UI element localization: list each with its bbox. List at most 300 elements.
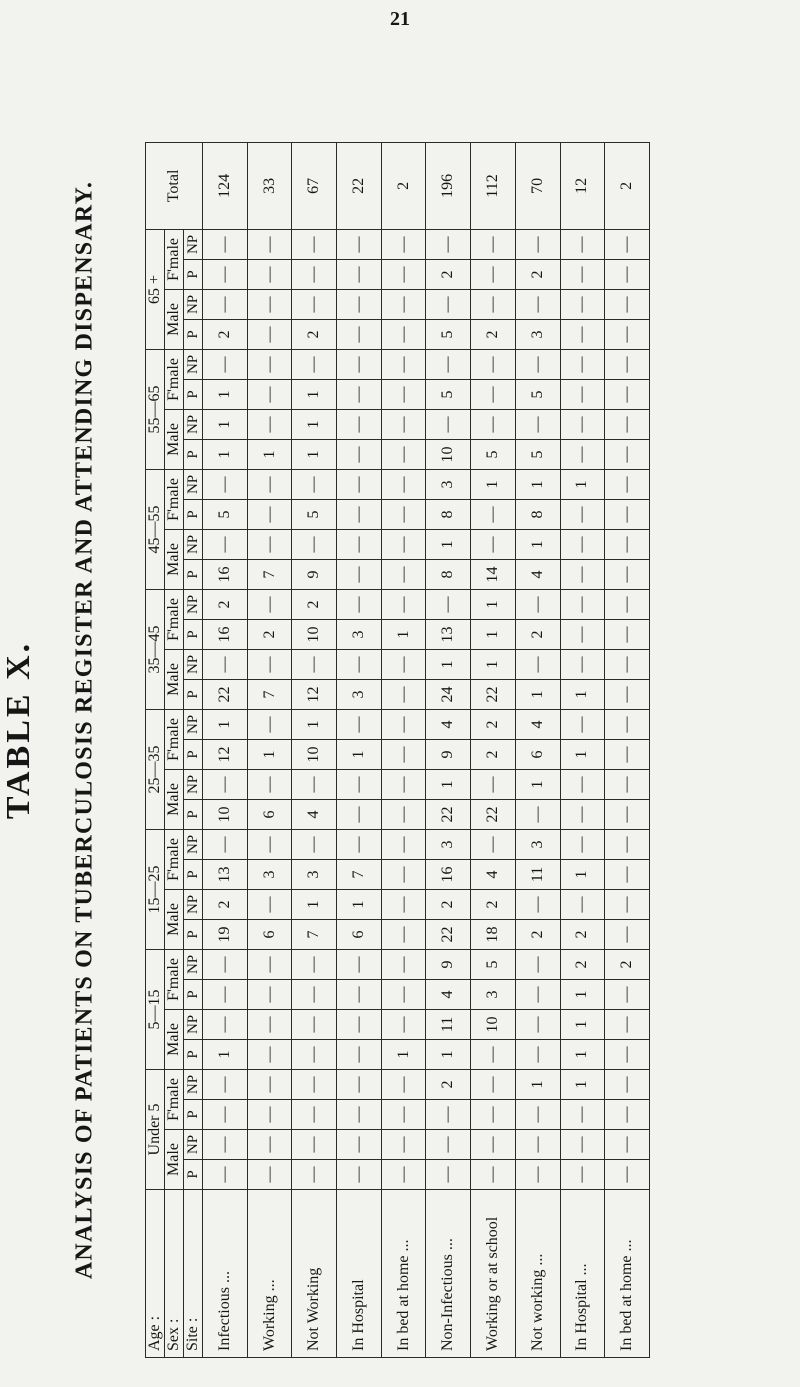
- age-group-header: Under 5: [146, 1069, 165, 1189]
- table-cell: —: [292, 1039, 337, 1069]
- table-cell: —: [337, 979, 382, 1009]
- table-cell: 1: [292, 439, 337, 469]
- table-cell: —: [381, 919, 426, 949]
- table-cell: 3: [292, 859, 337, 889]
- age-group-header: 25—35: [146, 709, 165, 829]
- table-cell: —: [203, 829, 248, 859]
- table-cell: 3: [426, 469, 471, 499]
- sex-header: F'male: [165, 949, 184, 1009]
- table-cell: —: [471, 229, 516, 259]
- table-cell: —: [515, 409, 560, 439]
- row-label: In bed at home ...: [381, 1190, 426, 1358]
- table-cell: —: [426, 289, 471, 319]
- sex-header: F'male: [165, 589, 184, 649]
- row-label: Working or at school: [471, 1190, 516, 1358]
- table-cell: —: [203, 949, 248, 979]
- table-cell: 1: [292, 409, 337, 439]
- table-cell: 1: [292, 379, 337, 409]
- table-cell: —: [605, 859, 650, 889]
- table-cell: —: [605, 499, 650, 529]
- table-cell: 3: [426, 829, 471, 859]
- table-cell: —: [247, 469, 292, 499]
- table-cell: —: [605, 439, 650, 469]
- table-cell: —: [247, 529, 292, 559]
- table-cell: 18: [471, 919, 516, 949]
- table-cell: —: [605, 259, 650, 289]
- table-cell: —: [605, 589, 650, 619]
- table-cell: —: [247, 229, 292, 259]
- table-cell: 2: [515, 919, 560, 949]
- table-cell: —: [247, 499, 292, 529]
- table-cell: —: [605, 1160, 650, 1190]
- table-cell: —: [426, 589, 471, 619]
- table-cell: —: [292, 469, 337, 499]
- table-cell: —: [471, 1130, 516, 1160]
- table-cell: 1: [247, 439, 292, 469]
- site-header: NP: [184, 1009, 203, 1039]
- table-cell: —: [515, 349, 560, 379]
- table-cell: 1: [560, 1009, 605, 1039]
- table-cell: 1: [203, 439, 248, 469]
- table-cell: —: [337, 529, 382, 559]
- table-cell: —: [560, 1160, 605, 1190]
- table-cell: 1: [381, 619, 426, 649]
- table-cell: —: [203, 1100, 248, 1130]
- table-cell: —: [381, 829, 426, 859]
- row-total: 22: [337, 142, 382, 229]
- row-label: In bed at home ...: [605, 1190, 650, 1358]
- table-cell: —: [337, 469, 382, 499]
- table-cell: 1: [203, 1039, 248, 1069]
- table-cell: —: [247, 979, 292, 1009]
- table-cell: 1: [426, 1039, 471, 1069]
- site-label: Site :: [184, 1190, 203, 1358]
- table-cell: —: [337, 1039, 382, 1069]
- table-cell: —: [605, 529, 650, 559]
- table-cell: 2: [605, 949, 650, 979]
- table-cell: —: [337, 409, 382, 439]
- table-cell: 3: [515, 319, 560, 349]
- table-cell: 2: [203, 589, 248, 619]
- row-label: Working ...: [247, 1190, 292, 1358]
- table-row: [471, 142, 516, 1357]
- table-cell: —: [337, 799, 382, 829]
- table-cell: 5: [292, 499, 337, 529]
- table-cell: —: [381, 679, 426, 709]
- table-cell: —: [515, 229, 560, 259]
- site-header: NP: [184, 229, 203, 259]
- table-cell: —: [381, 319, 426, 349]
- table-cell: —: [337, 559, 382, 589]
- sex-header: Male: [165, 889, 184, 949]
- table-cell: —: [560, 1100, 605, 1130]
- rotated-table-wrapper: [145, 143, 650, 1358]
- site-header: P: [184, 1100, 203, 1130]
- table-cell: 4: [426, 709, 471, 739]
- table-cell: 1: [560, 679, 605, 709]
- site-header: NP: [184, 1069, 203, 1099]
- table-cell: —: [426, 349, 471, 379]
- table-cell: —: [247, 1130, 292, 1160]
- table-row: [292, 142, 337, 1357]
- table-cell: 2: [203, 319, 248, 349]
- table-cell: 1: [203, 409, 248, 439]
- site-header: NP: [184, 469, 203, 499]
- site-header: NP: [184, 769, 203, 799]
- table-cell: —: [337, 259, 382, 289]
- row-label: Non-Infectious ...: [426, 1190, 471, 1358]
- table-cell: 5: [471, 439, 516, 469]
- table-cell: —: [471, 1100, 516, 1130]
- sex-header: Male: [165, 409, 184, 469]
- table-cell: 8: [426, 559, 471, 589]
- site-header: NP: [184, 709, 203, 739]
- table-cell: —: [605, 919, 650, 949]
- table-cell: 1: [337, 889, 382, 919]
- table-cell: 2: [292, 589, 337, 619]
- sex-header: Male: [165, 529, 184, 589]
- table-cell: 12: [203, 739, 248, 769]
- table-cell: 5: [426, 319, 471, 349]
- row-total: 12: [560, 142, 605, 229]
- table-cell: 16: [203, 619, 248, 649]
- table-cell: —: [292, 1009, 337, 1039]
- table-cell: —: [426, 1100, 471, 1130]
- table-cell: 24: [426, 679, 471, 709]
- table-cell: 1: [292, 889, 337, 919]
- table-cell: 4: [515, 709, 560, 739]
- table-cell: 14: [471, 559, 516, 589]
- table-cell: 1: [471, 649, 516, 679]
- table-cell: 7: [247, 559, 292, 589]
- row-label: In Hospital: [337, 1190, 382, 1358]
- sex-header: Male: [165, 649, 184, 709]
- table-cell: —: [605, 379, 650, 409]
- table-cell: —: [471, 1069, 516, 1099]
- table-cell: —: [560, 619, 605, 649]
- table-cell: —: [560, 1130, 605, 1160]
- table-cell: 1: [292, 709, 337, 739]
- table-cell: —: [292, 259, 337, 289]
- table-title: TABLE X.: [0, 640, 37, 820]
- table-cell: 5: [515, 379, 560, 409]
- table-cell: —: [605, 799, 650, 829]
- table-cell: —: [515, 1130, 560, 1160]
- table-cell: —: [381, 709, 426, 739]
- table-cell: —: [247, 1069, 292, 1099]
- table-cell: 3: [515, 829, 560, 859]
- site-header: NP: [184, 889, 203, 919]
- table-cell: 2: [203, 889, 248, 919]
- site-header: P: [184, 799, 203, 829]
- table-cell: 6: [337, 919, 382, 949]
- table-cell: 2: [515, 619, 560, 649]
- total-header: Total: [146, 142, 203, 229]
- table-cell: 1: [471, 589, 516, 619]
- table-cell: —: [471, 349, 516, 379]
- table-cell: 10: [471, 1009, 516, 1039]
- table-cell: —: [337, 1009, 382, 1039]
- table-cell: —: [515, 979, 560, 1009]
- table-cell: 7: [292, 919, 337, 949]
- table-cell: —: [605, 649, 650, 679]
- table-cell: —: [605, 469, 650, 499]
- age-group-header: 5—15: [146, 949, 165, 1069]
- table-cell: —: [381, 1009, 426, 1039]
- site-header: P: [184, 859, 203, 889]
- age-header-row: [146, 142, 165, 1357]
- table-cell: —: [292, 829, 337, 859]
- table-cell: 1: [515, 769, 560, 799]
- table-cell: —: [247, 889, 292, 919]
- sex-header: F'male: [165, 469, 184, 529]
- table-cell: —: [381, 1130, 426, 1160]
- table-cell: 1: [515, 469, 560, 499]
- table-cell: 4: [426, 979, 471, 1009]
- row-label: Not working ...: [515, 1190, 560, 1358]
- table-cell: —: [337, 349, 382, 379]
- table-cell: —: [471, 1039, 516, 1069]
- table-cell: —: [381, 979, 426, 1009]
- table-cell: —: [560, 829, 605, 859]
- table-cell: —: [471, 289, 516, 319]
- age-group-header: 15—25: [146, 829, 165, 949]
- table-row: [203, 142, 248, 1357]
- table-cell: —: [605, 739, 650, 769]
- table-cell: 22: [426, 799, 471, 829]
- table-cell: 4: [471, 859, 516, 889]
- table-cell: —: [247, 1009, 292, 1039]
- table-cell: —: [560, 229, 605, 259]
- table-cell: —: [560, 349, 605, 379]
- data-table: [145, 142, 650, 1358]
- table-cell: —: [605, 709, 650, 739]
- table-cell: 2: [471, 319, 516, 349]
- table-cell: —: [605, 829, 650, 859]
- table-cell: 7: [247, 679, 292, 709]
- sex-header: Male: [165, 1009, 184, 1069]
- table-cell: —: [426, 229, 471, 259]
- table-cell: 4: [292, 799, 337, 829]
- table-cell: 4: [515, 559, 560, 589]
- table-cell: 2: [426, 259, 471, 289]
- sex-header: Male: [165, 1130, 184, 1190]
- table-row: [605, 142, 650, 1357]
- table-cell: —: [381, 529, 426, 559]
- age-group-header: 35—45: [146, 589, 165, 709]
- table-cell: —: [381, 739, 426, 769]
- table-cell: —: [381, 1100, 426, 1130]
- table-cell: 2: [515, 259, 560, 289]
- site-header: P: [184, 919, 203, 949]
- site-header: P: [184, 619, 203, 649]
- table-cell: —: [471, 769, 516, 799]
- table-cell: 1: [560, 1039, 605, 1069]
- table-cell: 9: [426, 949, 471, 979]
- site-header: NP: [184, 349, 203, 379]
- table-cell: 2: [426, 1069, 471, 1099]
- table-cell: —: [381, 649, 426, 679]
- table-cell: —: [381, 499, 426, 529]
- table-cell: —: [292, 289, 337, 319]
- site-header: P: [184, 979, 203, 1009]
- table-cell: —: [247, 949, 292, 979]
- table-cell: —: [560, 409, 605, 439]
- table-cell: —: [203, 229, 248, 259]
- site-header: NP: [184, 409, 203, 439]
- table-cell: —: [247, 1160, 292, 1190]
- site-header: P: [184, 559, 203, 589]
- table-cell: —: [515, 289, 560, 319]
- table-cell: —: [381, 259, 426, 289]
- table-cell: —: [381, 889, 426, 919]
- row-total: 2: [381, 142, 426, 229]
- table-cell: —: [560, 529, 605, 559]
- table-row: [247, 142, 292, 1357]
- sex-header: Male: [165, 289, 184, 349]
- table-cell: 11: [426, 1009, 471, 1039]
- age-group-header: 55—65: [146, 349, 165, 469]
- table-cell: —: [203, 1130, 248, 1160]
- table-cell: 3: [337, 619, 382, 649]
- table-cell: —: [337, 1160, 382, 1190]
- table-row: [515, 142, 560, 1357]
- table-cell: 10: [292, 739, 337, 769]
- table-cell: —: [337, 439, 382, 469]
- site-header: NP: [184, 289, 203, 319]
- table-cell: 1: [560, 469, 605, 499]
- table-cell: —: [560, 709, 605, 739]
- table-cell: 2: [560, 949, 605, 979]
- table-row: [337, 142, 382, 1357]
- table-cell: —: [203, 529, 248, 559]
- row-total: 112: [471, 142, 516, 229]
- site-header: NP: [184, 1130, 203, 1160]
- table-cell: —: [247, 769, 292, 799]
- table-cell: —: [203, 769, 248, 799]
- table-cell: 1: [560, 739, 605, 769]
- table-cell: —: [381, 799, 426, 829]
- table-cell: —: [292, 1160, 337, 1190]
- table-cell: —: [381, 1069, 426, 1099]
- table-cell: 1: [426, 529, 471, 559]
- sex-label: Sex :: [165, 1190, 184, 1358]
- table-cell: —: [337, 1069, 382, 1099]
- table-cell: 2: [292, 319, 337, 349]
- site-header: P: [184, 739, 203, 769]
- sex-header: F'male: [165, 1069, 184, 1129]
- table-cell: —: [381, 559, 426, 589]
- table-cell: —: [292, 949, 337, 979]
- table-cell: 3: [337, 679, 382, 709]
- table-cell: 9: [292, 559, 337, 589]
- table-cell: —: [247, 709, 292, 739]
- table-cell: 9: [426, 739, 471, 769]
- table-cell: —: [203, 259, 248, 289]
- table-cell: —: [471, 499, 516, 529]
- table-cell: —: [515, 889, 560, 919]
- table-cell: —: [605, 229, 650, 259]
- heading: [0, 140, 140, 1320]
- table-cell: 19: [203, 919, 248, 949]
- table-cell: —: [203, 349, 248, 379]
- table-cell: —: [426, 1130, 471, 1160]
- table-cell: —: [560, 439, 605, 469]
- table-cell: —: [381, 409, 426, 439]
- table-cell: —: [471, 409, 516, 439]
- table-cell: —: [203, 469, 248, 499]
- table-cell: —: [337, 289, 382, 319]
- table-cell: —: [381, 349, 426, 379]
- table-cell: 3: [471, 979, 516, 1009]
- table-cell: —: [203, 289, 248, 319]
- site-header: P: [184, 259, 203, 289]
- table-cell: 5: [426, 379, 471, 409]
- row-total: 70: [515, 142, 560, 229]
- table-cell: —: [247, 349, 292, 379]
- table-cell: 2: [426, 889, 471, 919]
- table-cell: —: [515, 649, 560, 679]
- table-cell: —: [560, 559, 605, 589]
- table-cell: —: [560, 769, 605, 799]
- table-cell: —: [381, 229, 426, 259]
- table-cell: —: [337, 1100, 382, 1130]
- table-cell: —: [560, 289, 605, 319]
- table-cell: 13: [203, 859, 248, 889]
- table-cell: —: [292, 349, 337, 379]
- table-cell: —: [203, 1009, 248, 1039]
- table-cell: 22: [471, 679, 516, 709]
- table-cell: —: [515, 1009, 560, 1039]
- table-cell: —: [381, 469, 426, 499]
- table-cell: 22: [426, 919, 471, 949]
- table-cell: 10: [426, 439, 471, 469]
- table-cell: 8: [426, 499, 471, 529]
- table-cell: —: [247, 649, 292, 679]
- table-cell: 16: [203, 559, 248, 589]
- table-cell: —: [605, 1130, 650, 1160]
- table-cell: —: [337, 1130, 382, 1160]
- table-cell: —: [381, 1160, 426, 1190]
- table-cell: —: [292, 649, 337, 679]
- table-cell: 1: [247, 739, 292, 769]
- row-total: 2: [605, 142, 650, 229]
- table-cell: 1: [515, 1069, 560, 1099]
- table-cell: —: [381, 379, 426, 409]
- age-group-header: 65 +: [146, 229, 165, 349]
- table-cell: —: [605, 1100, 650, 1130]
- table-cell: —: [605, 619, 650, 649]
- table-cell: —: [247, 829, 292, 859]
- table-cell: 2: [471, 739, 516, 769]
- table-cell: 16: [426, 859, 471, 889]
- table-cell: —: [605, 319, 650, 349]
- table-cell: —: [381, 769, 426, 799]
- table-cell: —: [337, 769, 382, 799]
- table-cell: —: [605, 1009, 650, 1039]
- age-label: Age :: [146, 1190, 165, 1358]
- table-cell: —: [426, 1160, 471, 1190]
- table-cell: —: [247, 289, 292, 319]
- page-number: 21: [390, 8, 410, 30]
- table-cell: —: [292, 1069, 337, 1099]
- table-cell: 6: [515, 739, 560, 769]
- table-cell: —: [247, 589, 292, 619]
- table-cell: —: [247, 259, 292, 289]
- table-cell: 1: [560, 859, 605, 889]
- table-cell: —: [560, 319, 605, 349]
- table-cell: —: [337, 709, 382, 739]
